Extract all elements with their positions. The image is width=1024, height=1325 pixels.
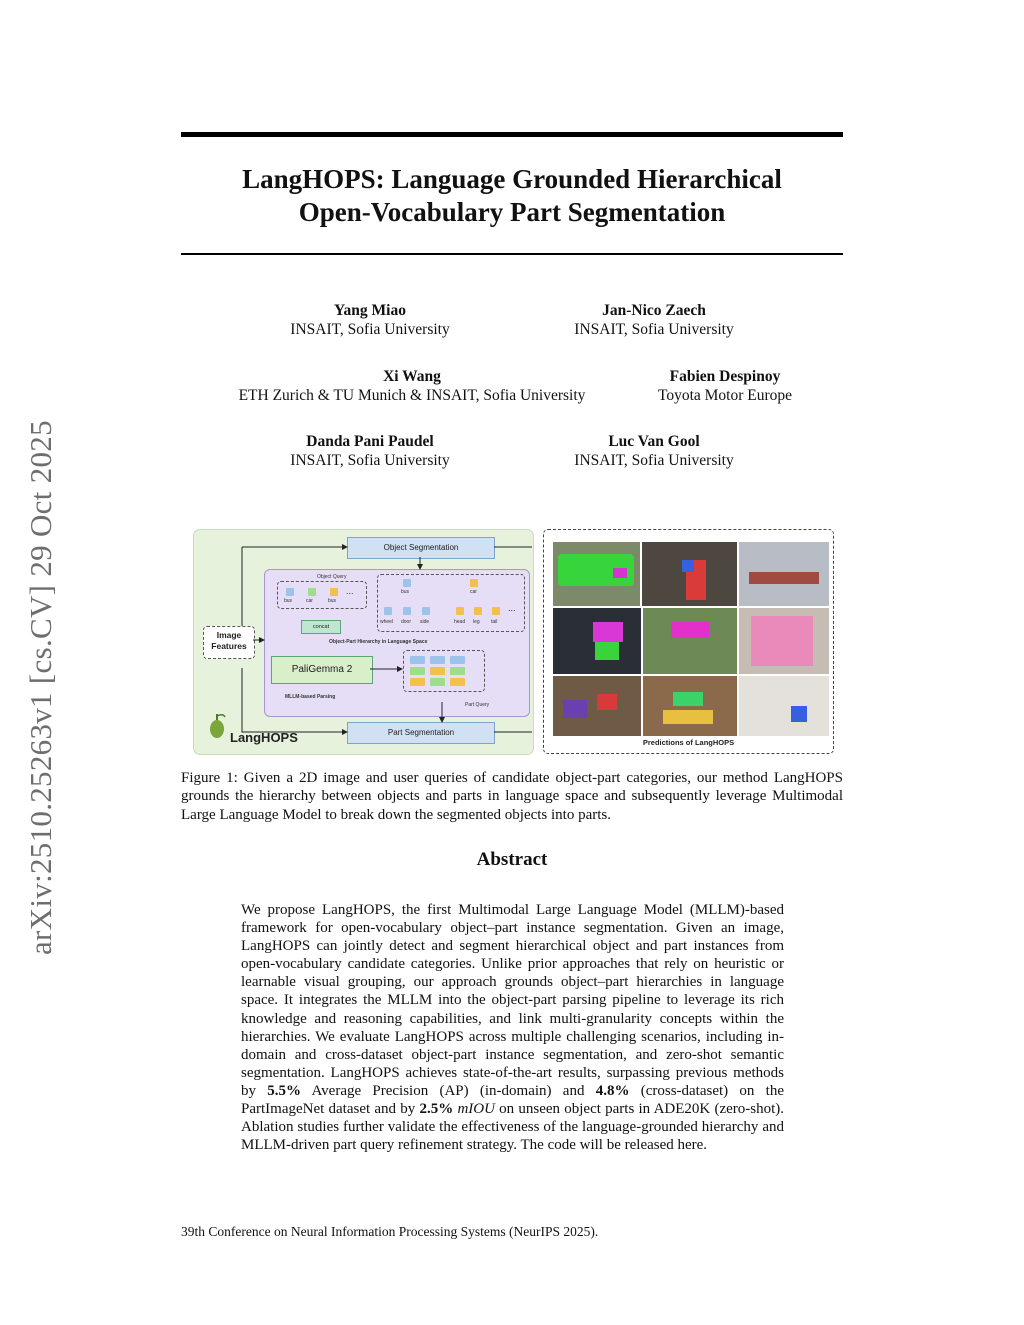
prediction-image: [739, 542, 829, 606]
abstract-text: Average Precision (AP) (in-domain) and: [301, 1082, 596, 1099]
object-label: car: [306, 598, 313, 604]
title-bottom-rule: [181, 253, 843, 255]
author-affiliation: Toyota Motor Europe: [657, 387, 793, 404]
abstract-text: We propose LangHOPS, the first Multimodal Large Language Model (MLLM)-based framework for open-vocabulary object–part instance segmentation. Given an image, LangHOPS can jointly detect and segment hierarchical object and part instances from open-vocabulary candidate categories. Unlike prior approaches that rely on heuristic or learnable visual grouping, our approach grounds object–part hierarchies in language space. It integrates the MLLM into the object-part parsing pipeline to leverage its rich knowledge and reasoning capabilities, and link multi-granularity concepts within the hierarchies. We evaluate LangHOPS across multiple challenging scenarios, including in-domain and cross-dataset object-part instance segmentation, and zero-shot semantic segmentation. LangHOPS achieves state-of-the-art results, surpassing previous methods by: [241, 902, 784, 1099]
author-block: [630, 367, 820, 405]
conference-footnote: 39th Conference on Neural Information Processing Systems (NeurIPS 2025).: [181, 1224, 599, 1239]
ellipsis: ...: [346, 586, 354, 596]
abstract-value: 2.5%: [419, 1101, 454, 1118]
part-label: leg: [473, 619, 480, 625]
author-name: Xi Wang: [383, 368, 441, 385]
prediction-image: [643, 676, 737, 736]
prediction-image: [553, 542, 640, 606]
part-label: tail: [491, 619, 498, 625]
title-top-rule: [181, 132, 843, 137]
method-diagram: [193, 529, 534, 755]
object-segmentation-box: Object Segmentation: [347, 537, 495, 559]
author-block: [240, 301, 500, 339]
title-line-1: LangHOPS: Language Grounded Hierarchical: [242, 164, 782, 194]
author-name: Fabien Despinoy: [669, 368, 781, 385]
author-block: [524, 301, 784, 339]
part-label: side: [420, 619, 430, 625]
author-affiliation: INSAIT, Sofia University: [574, 452, 734, 469]
prediction-image: [739, 676, 829, 736]
prediction-image: [643, 608, 737, 674]
part-label: head: [454, 619, 466, 625]
author-name: Yang Miao: [334, 302, 406, 319]
hierarchy-label: Object-Part Hierarchy in Language Space: [329, 639, 428, 645]
part-segmentation-box: Part Segmentation: [347, 722, 495, 744]
object-query-label: Object Query: [317, 574, 347, 580]
arxiv-identifier: arXiv:2510.25263v1 [cs.CV] 29 Oct 2025: [23, 420, 58, 955]
prediction-image: [739, 608, 829, 674]
abstract-value: 4.8%: [595, 1082, 630, 1099]
part-query-label: Part Query: [465, 702, 490, 708]
abstract-heading: Abstract: [476, 849, 548, 870]
author-name: Luc Van Gool: [608, 433, 700, 450]
abstract-text: on unseen object parts in ADE20K (zero-shot). Ablation studies further validate the effectiveness of the language-grounded hierarchy and MLLM-driven part query refinement strategy. The code will be released here.: [241, 1101, 784, 1154]
abstract-value: 5.5%: [267, 1082, 302, 1099]
paligemma-box: PaliGemma 2: [271, 656, 373, 684]
ellipsis: ...: [508, 603, 516, 613]
mllm-parsing-label: MLLM-based Parsing: [285, 694, 336, 700]
object-node-label: bus: [401, 589, 410, 595]
part-label: door: [401, 619, 412, 625]
author-affiliation: INSAIT, Sofia University: [290, 321, 450, 338]
title-line-2: Open-Vocabulary Part Segmentation: [298, 197, 726, 227]
prediction-image: [642, 542, 737, 606]
part-label: wheel: [380, 619, 394, 625]
author-name: Jan-Nico Zaech: [602, 302, 706, 319]
prediction-image: [553, 676, 641, 736]
figure-caption: Figure 1: Given a 2D image and user queries of candidate object-part categories, our method LangHOPS grounds the hierarchy between objects and parts in language space and subsequently leverage Multimodal Large Language Model to break down the segmented objects into parts.: [181, 770, 843, 823]
abstract-text: (cross-dataset) on the PartImageNet dataset and by: [241, 1082, 785, 1118]
object-label: bus: [328, 598, 337, 604]
author-block: [524, 432, 784, 470]
abstract-metric: mIOU: [457, 1101, 495, 1118]
diagram-arrows: [194, 530, 533, 754]
author-block: [240, 432, 500, 470]
concat-box: concat: [301, 620, 341, 634]
prediction-image: [553, 608, 641, 674]
abstract-body: [241, 901, 784, 1154]
object-label: bus: [284, 598, 293, 604]
predictions-label: Predictions of LangHOPS: [642, 738, 735, 747]
paper-title: [181, 163, 843, 229]
author-affiliation: INSAIT, Sofia University: [574, 321, 734, 338]
author-affiliation: ETH Zurich & TU Munich & INSAIT, Sofia University: [238, 387, 586, 404]
author-block: [212, 367, 612, 405]
predictions-panel: [543, 529, 834, 754]
image-features-box: Image Features: [203, 626, 255, 659]
langhops-logo-text: LangHOPS: [230, 730, 298, 745]
author-affiliation: INSAIT, Sofia University: [290, 452, 450, 469]
object-node-label: car: [470, 589, 477, 595]
author-name: Danda Pani Paudel: [306, 433, 434, 450]
